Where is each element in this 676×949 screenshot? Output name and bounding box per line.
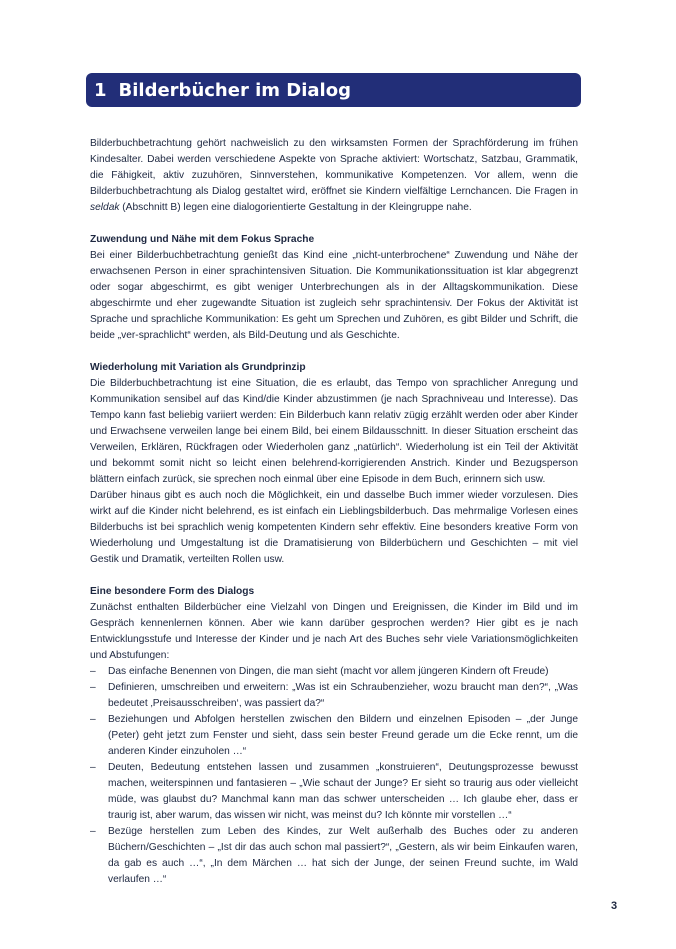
section-heading: Eine besondere Form des Dialogs: [90, 586, 255, 597]
section-paragraph: Darüber hinaus gibt es auch noch die Möglichkeit, ein und dasselbe Buch immer wieder vorzulesen. Dies wirkt auf die Kinder nicht belehrend, es ist einfach ein Lieblingsbilderbuch. Das mehrmalige Vorlesen eines Bilderbuchs ist bei sprachlich wenig kompetenten Kindern sehr effektiv. Eine besonders kreative Form von Wiederholung und Umgestaltung ist die Dramatisierung von Bilderbüchern und Geschichten – mit viel Gestik und Dramatik, verteilten Rollen usw.: [90, 490, 578, 565]
list-item: – Definieren, umschreiben und erweitern: „Was ist ein Schraubenzieher, wozu braucht man den?“, „Was bedeutet ‚Preisausschreiben‘, was passiert da?“: [90, 680, 578, 712]
section-heading: Wiederholung mit Variation als Grundprinzip: [90, 362, 306, 373]
page-number: 3: [611, 900, 618, 912]
list-item: – Das einfache Benennen von Dingen, die man sieht (macht vor allem jüngeren Kindern oft Freude): [90, 664, 578, 680]
section-paragraph: Zunächst enthalten Bilderbücher eine Vielzahl von Dingen und Ereignissen, die Kinder im Bild und im Gespräch kennenlernen können. Aber wie kann darüber gesprochen werden? Hier gibt es je nach Entwicklungsstufe und Interesse der Kinder und je nach Art des Buches sehr viele Variationsmöglichkeiten und Abstufungen:: [90, 602, 578, 661]
section-paragraph: Die Bilderbuchbetrachtung ist eine Situation, die es erlaubt, das Tempo von sprachlicher Anregung und Kommunikation sensibel auf das Kind/die Kinder abzustimmen (je nach Sprachniveau und Interesse). Das Tempo kann fast beliebig variiert werden: Ein Bilderbuch kann relativ zügig erzählt werden oder aber Kinder und Erwachsene verweilen lange bei einem Bild, bei einem Bildausschnitt. In dieser Situation erscheint das Verweilen, Erklären, Rückfragen oder Wiederholen ganz „natürlich“. Wiederholung ist ein Teil der Aktivität und bekommt somit nicht so leicht einen belehrend-korrigierenden Anstrich. Kinder und Bezugsperson blättern einfach zurück, sie sprechen noch einmal über eine Episode in dem Buch, erinnern sich usw.: [90, 378, 578, 485]
intro-emphasis: seldak: [90, 202, 120, 213]
section-heading: Zuwendung und Nähe mit dem Fokus Sprache: [90, 234, 315, 245]
list-item: – Beziehungen und Abfolgen herstellen zwischen den Bildern und einzelnen Episoden – „der Junge (Peter) geht jetzt zum Fenster und sieht, dass sein bester Freund gerade um die Ecke rennt, um die anderen Kinder einzuholen …“: [90, 712, 578, 760]
section-dialog: [90, 584, 578, 888]
list-item: – Deuten, Bedeutung entstehen lassen und zusammen „konstruieren“, Deutungsprozesse bewusst machen, weiterspinnen und fantasieren – „Wie schaut der Junge? Er sieht so traurig aus oder vielleicht müde, was glaubst du? Manchmal kann man das schwer unterscheiden … Ich glaube eher, dass er traurig ist, aber warum, das wissen wir nicht, was meinst du? Ich könnte mir vorstellen …“: [90, 760, 578, 824]
chapter-header: [86, 73, 581, 107]
section-paragraph: Bei einer Bilderbuchbetrachtung genießt das Kind eine „nicht-unterbrochene“ Zuwendung und Nähe der erwachsenen Person in einer sprachintensiven Situation. Die Kommunikationssituation ist klar abgegrenzt oder sogar abgeschirmt, es gibt weniger Unterbrechungen als in der Alltagskommunikation. Diese abgeschirmte und eher zugewandte Situation ist zugleich sehr sprachintensiv. Der Fokus der Aktivität ist Sprache und sprachliche Kommunikation: Es geht um Sprechen und Zuhören, es gibt Bilder und Schrift, die beide „ver-sprachlicht“ werden, als Bild-Deutung und als Geschichte.: [90, 250, 578, 341]
list-item: – Bezüge herstellen zum Leben des Kindes, zur Welt außerhalb des Buches oder zu anderen Büchern/Geschichten – „Ist dir das auch schon mal passiert?“, „Gestern, als wir beim Einkaufen waren, da gab es auch …“, „In dem Märchen … hat sich der Junge, der seinen Freund suchte, im Wald verlaufen …“: [90, 824, 578, 888]
chapter-title: Bilderbücher im Dialog: [118, 79, 351, 101]
chapter-number: 1: [94, 79, 107, 101]
intro-text-1: Bilderbuchbetrachtung gehört nachweislich zu den wirksamsten Formen der Sprachförderung im frühen Kindesalter. Dabei werden verschiedene Aspekte von Sprache aktiviert: Wortschatz, Satzbau, Grammatik, die Fähigkeit, aktiv zuzuhören, Sinnverstehen, kommunikative Kompetenzen. Vor allem, wenn die Bilderbuchbetrachtung als Dialog gestaltet wird, eröffnet sie Kindern vielfältige Lernchancen. Die Fragen in: [90, 138, 578, 197]
section-wiederholung: [90, 360, 578, 568]
intro-text-2: (Abschnitt B) legen eine dialogorientierte Gestaltung in der Kleingruppe nahe.: [119, 202, 472, 213]
section-zuwendung: [90, 232, 578, 344]
dialog-list: [90, 664, 578, 888]
page-content: [90, 136, 578, 888]
intro-paragraph: [90, 136, 578, 216]
